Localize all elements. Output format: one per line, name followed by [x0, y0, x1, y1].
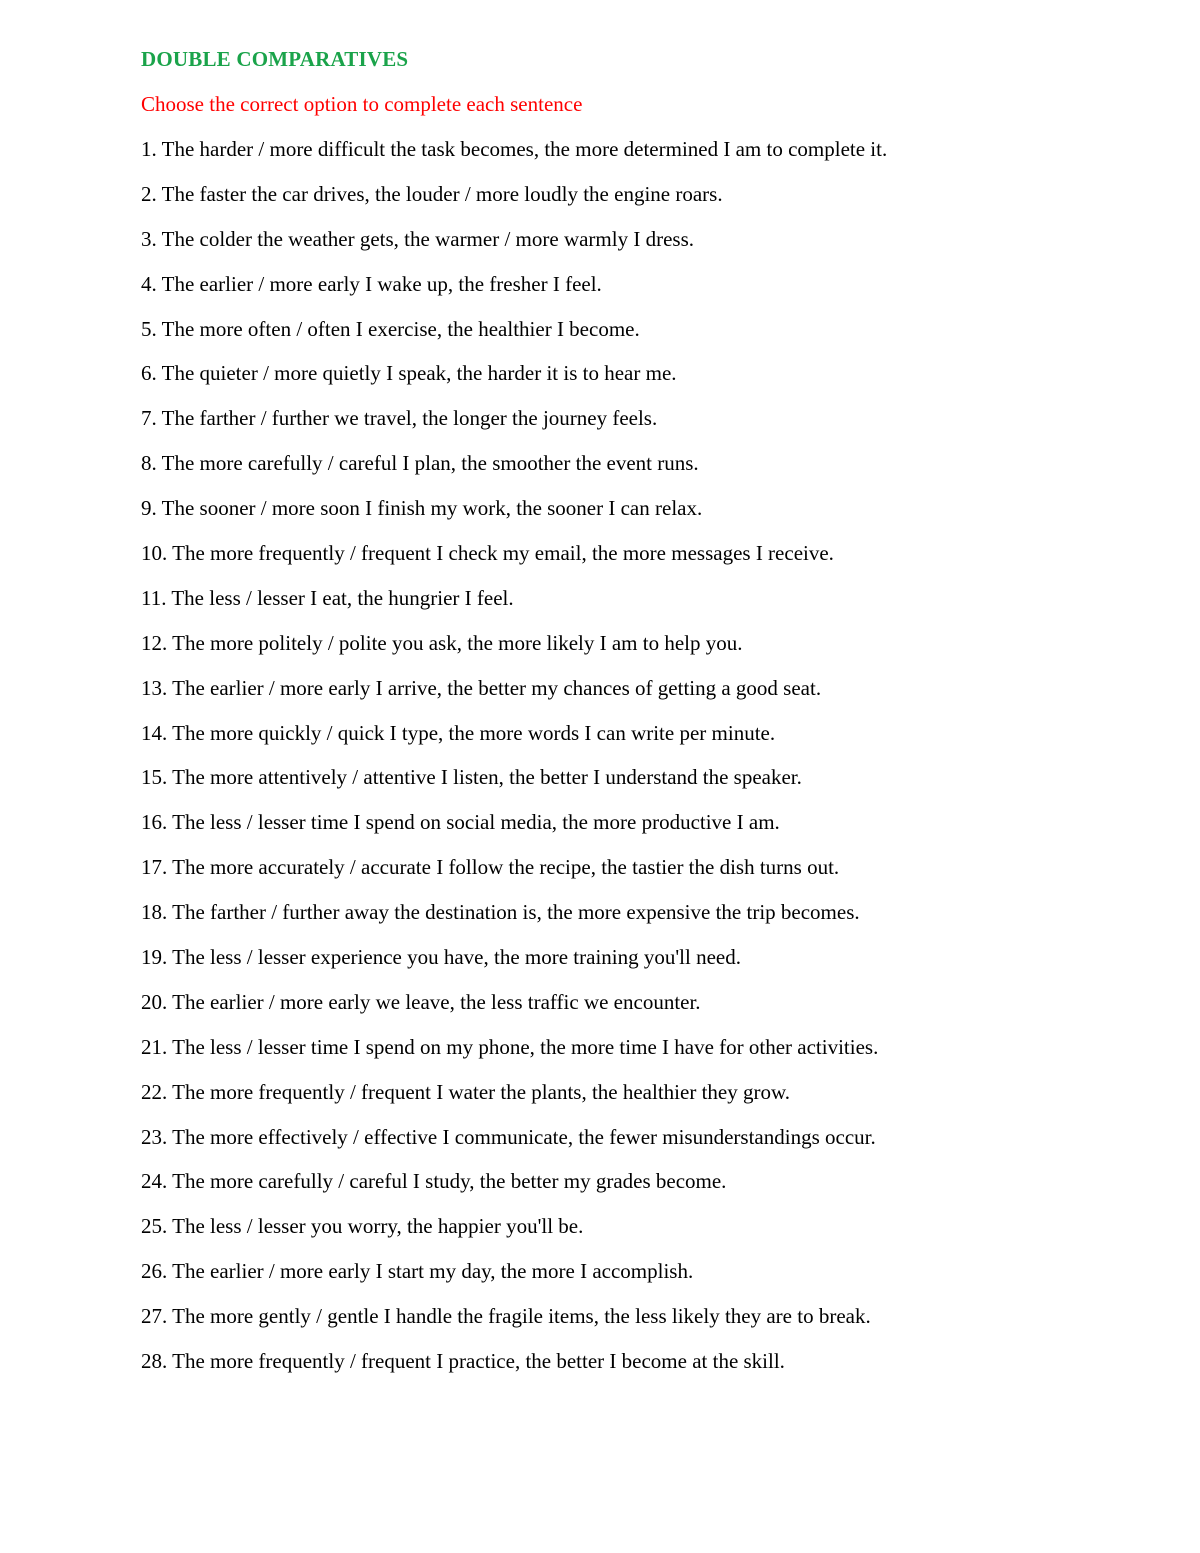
sentence-item: 16. The less / lesser time I spend on social media, the more productive I am. [141, 810, 780, 835]
sentence-item: 7. The farther / further we travel, the longer the journey feels. [141, 406, 658, 431]
sentence-item: 12. The more politely / polite you ask, the more likely I am to help you. [141, 630, 743, 655]
sentence-item: 26. The earlier / more early I start my day, the more I accomplish. [141, 1259, 694, 1284]
worksheet-page [141, 44, 1141, 1391]
sentence-item: 21. The less / lesser time I spend on my phone, the more time I have for other activities. [141, 1034, 879, 1059]
sentence-item: 11. The less / lesser I eat, the hungrier I feel. [141, 585, 514, 610]
sentence-item: 27. The more gently / gentle I handle the fragile items, the less likely they are to break. [141, 1304, 871, 1329]
sentence-item: 4. The earlier / more early I wake up, the fresher I feel. [141, 271, 602, 296]
sentence-item: 5. The more often / often I exercise, the healthier I become. [141, 316, 640, 341]
worksheet-title: DOUBLE COMPARATIVES [141, 47, 409, 71]
sentence-item: 23. The more effectively / effective I communicate, the fewer misunderstandings occur. [141, 1124, 876, 1149]
sentence-item: 18. The farther / further away the destination is, the more expensive the trip becomes. [141, 900, 860, 925]
sentence-item: 20. The earlier / more early we leave, the less traffic we encounter. [141, 989, 701, 1014]
sentence-item: 22. The more frequently / frequent I water the plants, the healthier they grow. [141, 1079, 791, 1104]
sentence-list [141, 134, 1141, 1376]
sentence-item: 25. The less / lesser you worry, the happier you'll be. [141, 1214, 584, 1239]
sentence-item: 17. The more accurately / accurate I follow the recipe, the tastier the dish turns out. [141, 855, 840, 880]
sentence-item: 1. The harder / more difficult the task becomes, the more determined I am to complete it. [141, 137, 888, 161]
sentence-item: 6. The quieter / more quietly I speak, the harder it is to hear me. [141, 361, 677, 386]
sentence-item: 24. The more carefully / careful I study, the better my grades become. [141, 1169, 727, 1194]
sentence-item: 3. The colder the weather gets, the warmer / more warmly I dress. [141, 226, 694, 251]
sentence-item: 9. The sooner / more soon I finish my work, the sooner I can relax. [141, 496, 703, 521]
sentence-item: 2. The faster the car drives, the louder / more loudly the engine roars. [141, 181, 723, 206]
sentence-item: 14. The more quickly / quick I type, the more words I can write per minute. [141, 720, 776, 745]
sentence-item: 10. The more frequently / frequent I check my email, the more messages I receive. [141, 541, 834, 566]
sentence-item: 13. The earlier / more early I arrive, the better my chances of getting a good seat. [141, 675, 822, 700]
sentence-item: 19. The less / lesser experience you have, the more training you'll need. [141, 945, 741, 970]
sentence-item: 15. The more attentively / attentive I listen, the better I understand the speaker. [141, 765, 802, 790]
worksheet-instruction: Choose the correct option to complete each sentence [141, 92, 583, 116]
sentence-item: 28. The more frequently / frequent I practice, the better I become at the skill. [141, 1349, 785, 1374]
sentence-item: 8. The more carefully / careful I plan, the smoother the event runs. [141, 451, 699, 476]
